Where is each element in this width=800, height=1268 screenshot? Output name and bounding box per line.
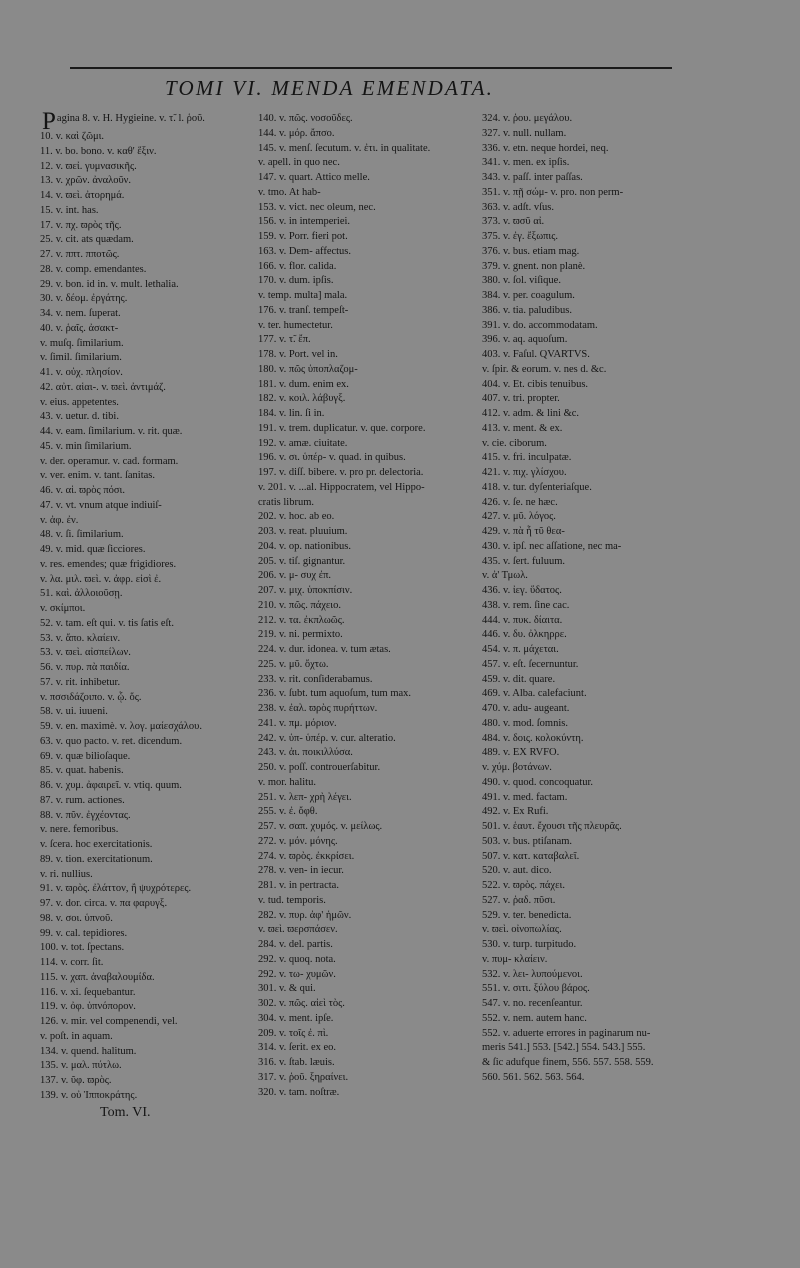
errata-entry: meris 541.] 553. [542.] 554. 543.] 555. (482, 1042, 646, 1054)
errata-entry: 177. v. τ̃. ἔπ. (258, 334, 311, 346)
errata-entry: 137. v. ῦφ. ϖρὸς. (40, 1075, 112, 1086)
errata-entry: v. ver. enim. v. tant. ſanitas. (40, 470, 155, 482)
errata-entry: 380. v. ſol. viſique. (482, 275, 561, 287)
errata-entry: 86. v. χυμ. ἀφαιρεῖ. v. vtiq. quum. (40, 780, 182, 791)
errata-entry: 14. v. ϖεὶ. ἀτορημά. (40, 190, 125, 201)
errata-entry: 114. v. corr. ſit. (40, 957, 104, 968)
errata-entry: 15. v. int. has. (40, 204, 99, 216)
page-title: TOMI VI. MENDA EMENDATA. (165, 76, 495, 100)
errata-entry: v. πυμ- κλαίειν. (482, 953, 548, 965)
errata-entry: 11. v. bo. bono. v. καθ' ἕξιν. (40, 145, 157, 157)
errata-entry: 430. v. ipſ. nec aſſatione, nec ma- (482, 540, 622, 552)
errata-entry: 184. v. lin. ſi in. (258, 408, 325, 419)
drop-cap: P (42, 112, 56, 130)
errata-entry: 403. v. Faſul. QVARTVS. (482, 349, 590, 360)
errata-entry: 178. v. Port. vel in. (258, 349, 338, 360)
errata-entry: v. ϖεὶ. ϖερσπάσεν. (258, 924, 338, 936)
errata-entry: 427. v. μῦ. λόγος. (482, 511, 556, 523)
errata-entry: 527. v. ῥαδ. πῦσι. (482, 894, 556, 906)
errata-entry: 45. v. min ſimilarium. (40, 440, 132, 452)
errata-entry: 153. v. vict. nec oleum, nec. (258, 201, 376, 213)
errata-entry: 212. v. τα. ἐκπλωῶς. (258, 614, 345, 626)
errata-entry: 145. v. menſ. ſecutum. v. ἐτι. in qualitate. (258, 142, 431, 154)
errata-entry: 85. v. quat. habenis. (40, 765, 124, 777)
errata-entry: v. temp. multa] mala. (258, 290, 348, 301)
errata-entry: 166. v. flor. calida. (258, 260, 337, 272)
errata-entry: v. λα. μιλ. ϖεὶ. v. ἀφρ. εἰσὶ ἐ. (40, 573, 162, 585)
errata-entry: 375. v. ἐγ. ἔξωπις. (482, 231, 559, 242)
errata-entry: 490. v. quod. concoquatur. (482, 776, 594, 788)
errata-entry: 469. v. Alba. calefaciunt. (482, 688, 587, 700)
errata-entry: 28. v. comp. emendantes. (40, 263, 147, 275)
errata-entry: v. mor. halitu. (258, 776, 316, 788)
errata-entry: v. ſpir. & eorum. v. nes d. &c. (482, 363, 607, 375)
errata-entry: 135. v. μαλ. πύτλω. (40, 1060, 122, 1072)
errata-entry: 119. v. ὀφ. ὑπνόπορον. (40, 1001, 136, 1013)
errata-entry: 139. v. οὐ Ἱπποκράτης. (40, 1089, 138, 1101)
errata-entry: 42. αὐτ. αἱαι-. v. ϖεὶ. ἀντιμάζ. (40, 381, 166, 393)
errata-column-2 (258, 112, 486, 1100)
errata-entry: 281. v. in pertracta. (258, 880, 339, 891)
errata-entry: 144. v. μόρ. ἄπσο. (258, 127, 335, 139)
errata-entry: 457. v. eſt. ſecernuntur. (482, 658, 579, 670)
errata-entry: 48. v. ſi. ſimilarium. (40, 529, 124, 541)
errata-entry: 522. v. ϖρὸς. πάχει. (482, 880, 565, 891)
errata-entry: 336. v. etn. neque hordei, neq. (482, 142, 609, 154)
errata-entry: 89. v. tion. exercitationum. (40, 853, 153, 865)
errata-entry: 373. v. ϖσῦ αἰ. (482, 216, 545, 228)
errata-entry: 324. v. ῥου. μεγάλου. (482, 113, 573, 124)
errata-entry: 459. v. dit. quare. (482, 673, 556, 685)
errata-entry: 163. v. Dem- affectus. (258, 245, 352, 257)
errata-entry: 278. v. ven- in iecur. (258, 865, 344, 877)
errata-entry: 379. v. gnent. non planè. (482, 260, 586, 272)
errata-entry: 316. v. ſtab. læuis. (258, 1057, 335, 1068)
errata-entry: 147. v. quart. Attico melle. (258, 172, 370, 183)
errata-entry: v. χύμ. βοτάνων. (482, 762, 552, 773)
footer-signature: Tom. VI. (100, 1105, 151, 1120)
errata-entry: 501. v. ἑαυτ. ἔχουσι τῆς πλευρᾶς. (482, 821, 622, 832)
errata-entry: 30. v. δέομ. ἐργάτης. (40, 293, 128, 305)
errata-entry: 56. v. πυρ. πὰ παιδία. (40, 662, 130, 673)
errata-entry: 384. v. per. coagulum. (482, 290, 575, 301)
errata-entry: 191. v. trem. duplicatur. v. que. corpore. (258, 422, 426, 434)
errata-entry: 363. v. adſt. vſus. (482, 201, 554, 213)
errata-entry: v. ϖεὶ. οἰνοπωλίας. (482, 924, 562, 936)
errata-entry: 327. v. null. nullam. (482, 127, 567, 139)
errata-entry: 251. v. λεπ- χρὴ λέγει. (258, 791, 352, 803)
errata-entry: 491. v. med. factam. (482, 791, 568, 803)
errata-entry: 552. v. aduerte errores in paginarum nu- (482, 1027, 651, 1039)
errata-entry: 52. v. tam. eſt qui. v. tis ſatis eſt. (40, 617, 174, 629)
errata-entry: 412. v. adm. & lini &c. (482, 408, 580, 419)
errata-entry: 46. v. αἱ. ϖρὸς πόσι. (40, 485, 125, 496)
errata-entry: v. ri. nullius. (40, 868, 93, 880)
errata-entry: 236. v. ſubt. tum aquoſum, tum max. (258, 688, 412, 700)
errata-entry: 203. v. reat. pluuium. (258, 526, 348, 537)
errata-entry: 126. v. mir. vel compenendi, vel. (40, 1016, 178, 1027)
errata-entry: v. res. emendes; quæ frigidiores. (40, 558, 177, 570)
errata-entry: 438. v. rem. ſine cac. (482, 599, 570, 611)
errata-entry: v. ſcera. hoc exercitationis. (40, 839, 153, 850)
errata-entry: 391. v. do. accommodatam. (482, 319, 598, 331)
errata-entry: v. tmo. At hab- (258, 186, 321, 198)
errata-entry: 470. v. adu- augeant. (482, 703, 570, 714)
header-rule (70, 67, 672, 69)
errata-entry: 314. v. ſerit. ex eo. (258, 1042, 337, 1054)
errata-entry: 284. v. del. partis. (258, 939, 333, 950)
errata-entry: 12. v. ϖεἰ. γυμνασικῆς. (40, 160, 137, 172)
errata-entry: 53. v. ϖεὶ. αἰσπείλων. (40, 647, 131, 659)
errata-entry: 454. v. π. μάχεται. (482, 644, 559, 655)
errata-entry: 415. v. fri. inculpatæ. (482, 452, 572, 464)
errata-entry: 58. v. ui. iuueni. (40, 706, 108, 718)
errata-entry: 529. v. ter. benedicta. (482, 909, 572, 921)
errata-entry: v. tud. temporis. (258, 894, 326, 906)
errata-entry: 343. v. paſſ. inter paſſas. (482, 172, 583, 183)
errata-entry: 63. v. quo pacto. v. ret. dicendum. (40, 735, 183, 747)
errata-entry: 351. v. πῇ σώμ- v. pro. non perm- (482, 186, 624, 198)
errata-entry: 238. v. ἐαλ. ϖρὸς πυρήττων. (258, 703, 378, 714)
errata-entry: & ſic adufque finem, 556. 557. 558. 559. (482, 1057, 654, 1068)
errata-entry: 91. v. ϖρὸς. ἐλάττον, ἢ ψυχρότερες. (40, 883, 192, 895)
errata-entry: 53. v. ἄπο. κλαίειν. (40, 632, 121, 644)
errata-entry: 225. v. μῦ. ὄχτω. (258, 658, 329, 670)
errata-entry: 202. v. hoc. ab eo. (258, 511, 335, 523)
errata-entry: 302. v. πῶς. αἰεὶ τὸς. (258, 998, 345, 1009)
errata-entry: v. ἀφ. ἐν. (40, 514, 79, 526)
errata-entry: 282. v. πυρ. ἀφ' ἡμῶν. (258, 909, 352, 921)
errata-entry: 116. v. xi. ſequebantur. (40, 986, 136, 998)
errata-entry: 34. v. nem. ſuperat. (40, 308, 121, 319)
errata-entry: 13. v. χρῶν. ἀναλοῦν. (40, 175, 132, 187)
errata-entry: 560. 561. 562. 563. 564. (482, 1071, 585, 1083)
errata-entry: v. der. operamur. v. cad. formam. (40, 455, 179, 467)
errata-entry: 170. v. dum. ipſis. (258, 275, 334, 287)
errata-entry: 205. v. tiſ. gignantur. (258, 555, 346, 567)
errata-entry: 532. v. λει- λυπούμενοι. (482, 968, 583, 980)
errata-entry: 272. v. μόν. μόνης. (258, 835, 338, 847)
errata-entry: 134. v. quend. halitum. (40, 1045, 137, 1057)
errata-entry-first (40, 112, 252, 130)
errata-entry: 209. v. τοῖς ἐ. πὶ. (258, 1027, 329, 1039)
errata-entry: 413. v. ment. & ex. (482, 422, 563, 434)
errata-entry: 489. v. EX RVFO. (482, 747, 560, 759)
errata-entry: v. ſimil. ſimilarium. (40, 352, 122, 364)
errata-entry: 552. v. nem. autem hanc. (482, 1012, 587, 1024)
errata-entry: v. apell. in quo nec. (258, 157, 340, 169)
errata-entry: 196. v. σι. ὑπέρ- v. quad. in quibus. (258, 452, 406, 464)
errata-entry: 40. v. ῥαῖς. ἀσακτ- (40, 322, 119, 334)
errata-entry: 520. v. aut. dico. (482, 865, 552, 877)
errata-entry: 25. v. cit. ats quædam. (40, 234, 134, 246)
errata-entry: 99. v. cal. tepidiores. (40, 927, 128, 939)
errata-entry: 407. v. tri. propter. (482, 393, 560, 405)
errata-entry: 257. v. σαπ. χυμός. v. μείλως. (258, 821, 383, 832)
errata-entry: 304. v. ment. ipſe. (258, 1012, 334, 1024)
errata-entry: 492. v. Ex Rufi. (482, 806, 549, 818)
errata-entry: 156. v. in intemperiei. (258, 216, 351, 228)
errata-entry: 404. v. Et. cibis tenuibus. (482, 378, 589, 390)
errata-entry: 29. v. bon. id in. v. mult. lethalia. (40, 278, 179, 290)
errata-entry: 88. v. πῦν. ἐγχέοντας. (40, 809, 131, 821)
errata-entry: 241. v. πμ. μόριον. (258, 717, 337, 729)
errata-entry: 219. v. ni. permixto. (258, 629, 343, 641)
errata-entry: v. muſq. ſimilarium. (40, 337, 124, 349)
errata-entry: v. σκίμποι. (40, 603, 86, 614)
errata-entry: 41. v. οὐχ. πλησίον. (40, 367, 123, 378)
errata-entry: 97. v. dor. circa. v. πα φαρυγξ. (40, 898, 168, 909)
errata-entry: 69. v. quæ bilioſaque. (40, 750, 131, 762)
errata-entry: 51. καὶ. ἀλλοιοῦσῃ. (40, 588, 123, 600)
errata-entry: 159. v. Porr. fieri pot. (258, 231, 348, 242)
errata-entry: v. 201. v. ...al. Hippocratem, vel Hippo- (258, 481, 425, 493)
errata-entry: cratis librum. (258, 496, 314, 508)
errata-entry: 44. v. eam. ſimilarium. v. rit. quæ. (40, 426, 183, 437)
errata-entry: 100. v. tot. ſpectans. (40, 942, 125, 954)
errata-entry: 115. v. χαπ. ἀναβαλουμίδα. (40, 971, 155, 983)
errata-entry: 480. v. mod. ſomnis. (482, 717, 568, 729)
errata-entry: 47. v. vt. vnum atque indiuiſ- (40, 499, 162, 511)
errata-entry: 233. v. rit. conſiderabamus. (258, 673, 373, 685)
errata-entry: 421. v. πιχ. γλίσχου. (482, 467, 567, 478)
errata-entry: 197. v. diſſ. bibere. v. pro pr. delectoria. (258, 467, 424, 478)
errata-entry: 204. v. op. nationibus. (258, 540, 351, 552)
errata-entry: 301. v. & qui. (258, 983, 316, 995)
errata-entry: 436. v. ἰεγ. ὕδατος. (482, 585, 562, 596)
errata-entry: 376. v. bus. etiam mag. (482, 245, 580, 257)
errata-entry: 320. v. tam. noſtræ. (258, 1086, 340, 1098)
errata-entry: 182. v. κοιλ. λάβυγξ. (258, 393, 346, 405)
errata-entry: 426. v. ſe. ne hæc. (482, 496, 558, 508)
errata-entry: 43. v. uetur. d. tibi. (40, 411, 119, 423)
errata-entry: 27. v. ππτ. πποτῶς. (40, 249, 120, 260)
errata-entry: 418. v. tur. dyſenteriaſque. (482, 481, 592, 493)
errata-entry: 317. v. ῥοῦ. ξηραίνει. (258, 1071, 349, 1083)
errata-entry: 10. v. καὶ ζῶμι. (40, 131, 105, 142)
errata-entry: v. poſt. in aquam. (40, 1030, 113, 1042)
errata-entry: 530. v. turp. turpitudo. (482, 939, 577, 950)
errata-entry: 435. v. ſert. fuluum. (482, 555, 566, 567)
errata-entry: v. ter. humectetur. (258, 319, 333, 331)
errata-entry: 181. v. dum. enim ex. (258, 378, 349, 390)
errata-entry: v. πσσιδάζοιπο. v. ᾧ. ὅς. (40, 691, 142, 703)
errata-entry: 242. v. ὑπ- ὑπέρ. v. cur. alteratio. (258, 732, 396, 744)
drop-cap-rest: agina 8. v. H. Hygieine. v. τ̃. l. ῥοῦ. (56, 113, 205, 124)
errata-entry: 17. v. πχ. ϖρὸς τῆς. (40, 219, 122, 231)
errata-entry: 224. v. dur. idonea. v. tum ætas. (258, 644, 391, 655)
errata-entry: 551. v. σιτι. ξύλου βάρος. (482, 983, 590, 995)
errata-entry: v. eius. appetentes. (40, 396, 119, 408)
errata-entry: 444. v. πυκ. δίαιτα. (482, 614, 563, 626)
errata-entry: 98. v. σοι. ὑπνοῦ. (40, 912, 113, 924)
errata-column-1 (40, 112, 252, 1104)
errata-entry: 87. v. rum. actiones. (40, 794, 125, 806)
errata-entry: 503. v. bus. ptiſanam. (482, 835, 573, 847)
errata-entry: 59. v. en. maximè. v. λογ. μαίεσχάλου. (40, 721, 202, 732)
errata-column-3 (482, 112, 692, 1086)
errata-entry: 484. v. δοις. κολοκύντη. (482, 732, 584, 744)
errata-entry: 49. v. mid. quæ ſicciores. (40, 544, 146, 555)
errata-entry: 292. v. quoq. nota. (258, 953, 336, 965)
errata-entry: 57. v. rit. inhibetur. (40, 676, 121, 688)
errata-entry: 140. v. πῶς. νοσοῦδες. (258, 113, 353, 124)
errata-entry: 180. v. πῶς ὑποπλαζομ- (258, 363, 358, 375)
errata-entry: 386. v. tia. paludibus. (482, 304, 573, 316)
errata-entry: 255. v. ἐ. ὄφθ. (258, 806, 318, 818)
errata-entry: 341. v. men. ex ipſis. (482, 157, 570, 169)
errata-entry: v. cie. ciborum. (482, 437, 547, 449)
errata-entry: 243. v. ἀι. ποικιλλύσα. (258, 747, 353, 759)
errata-entry: 210. v. πῶς. πάχειο. (258, 599, 342, 611)
errata-entry: 396. v. aq. aquoſum. (482, 334, 568, 346)
errata-entry: 429. v. πὰ ἧ τῦ θεα- (482, 526, 565, 537)
errata-entry: 292. v. τω- χυμῶν. (258, 968, 336, 980)
errata-entry: 206. v. μ- συχ ἐπ. (258, 570, 332, 582)
errata-entry: 192. v. amæ. ciuitate. (258, 437, 348, 449)
errata-entry: v. ἀ' Τμωλ. (482, 570, 528, 582)
errata-entry: 446. v. δυ. ὀλκηρρε. (482, 629, 567, 641)
errata-entry: v. nere. femoribus. (40, 824, 119, 836)
errata-entry: 547. v. no. recenſeantur. (482, 998, 583, 1009)
errata-entry: 250. v. poſſ. controuerſabitur. (258, 762, 381, 773)
errata-entry: 507. v. κατ. καταβαλεῖ. (482, 850, 580, 862)
errata-entry: 274. v. ϖρὸς. ἐκκρίσει. (258, 850, 355, 862)
errata-entry: 207. v. μιχ. ὑποκπίσιν. (258, 585, 353, 596)
errata-entry: 176. v. tranſ. tempeſt- (258, 304, 349, 316)
